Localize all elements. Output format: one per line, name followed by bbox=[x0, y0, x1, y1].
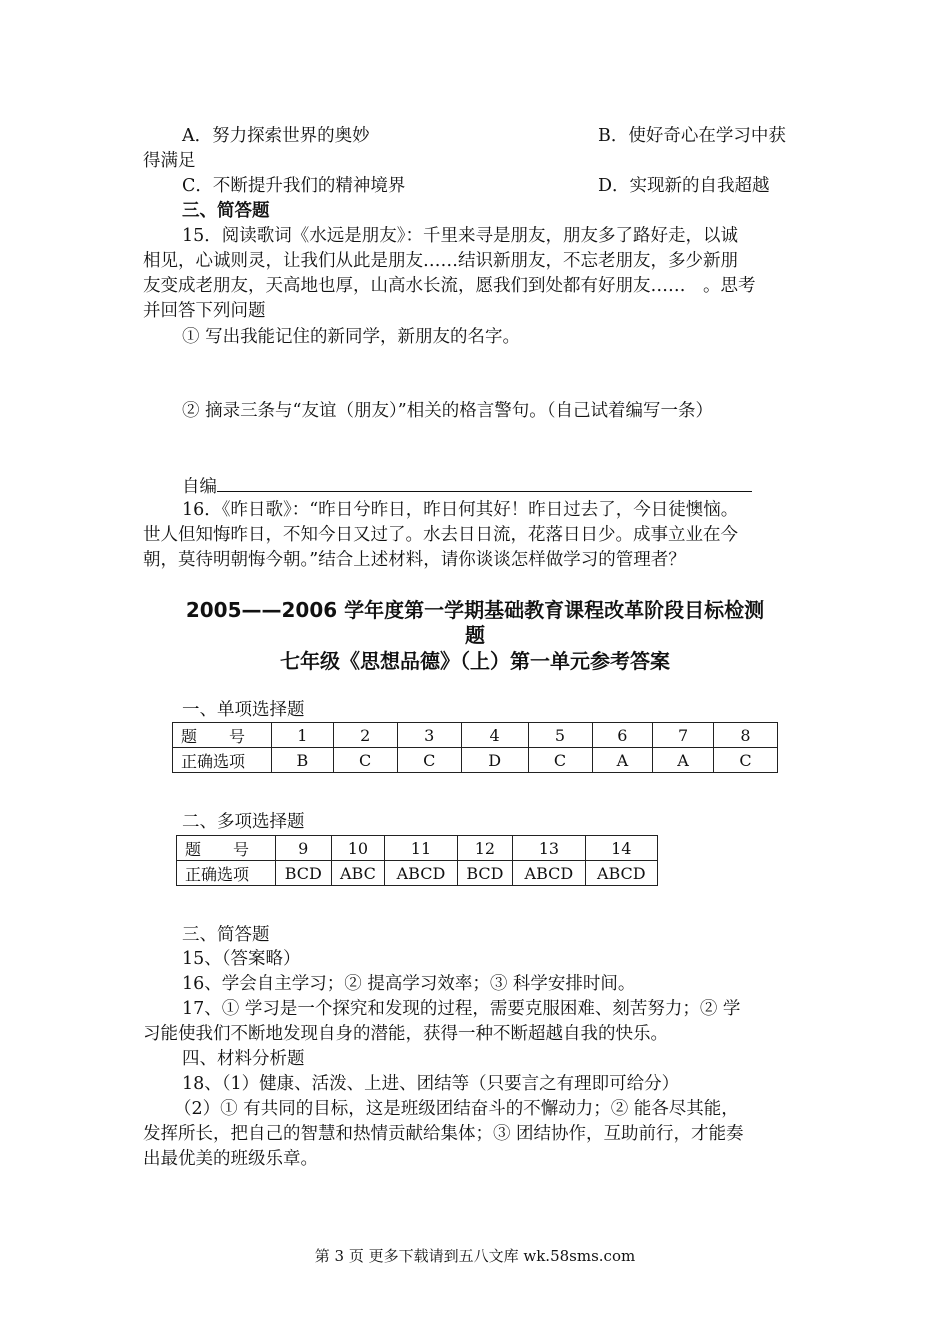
q16-line-1: 16．《昨日歌》：“昨日兮昨日，昨日何其好！昨日过去了，今日徒懊恼。 bbox=[182, 500, 739, 520]
section-3-title: 三、简答题 bbox=[182, 201, 270, 221]
table-cell: A bbox=[592, 748, 653, 773]
answer-15: 15、（答案略） bbox=[182, 949, 301, 969]
part-3-title: 三、简答题 bbox=[182, 925, 270, 945]
self-compose-answer-blank[interactable] bbox=[217, 473, 752, 492]
table-cell: ABCD bbox=[585, 861, 657, 886]
table-cell: 1 bbox=[272, 723, 334, 748]
q15-line-1: 15．阅读歌词《水远是朋友》：千里来寻是朋友，朋友多了路好走，以诚 bbox=[182, 226, 739, 246]
table-cell: ABCD bbox=[385, 861, 457, 886]
table-cell: 3 bbox=[397, 723, 461, 748]
table-answer-label: 正确选项 bbox=[177, 861, 276, 886]
self-compose-label: 自编 bbox=[182, 477, 217, 497]
table-cell: C bbox=[397, 748, 461, 773]
answer-18-part-1: 18、（1）健康、活泼、上进、团结等（只要言之有理即可给分） bbox=[182, 1074, 680, 1094]
table-cell: 12 bbox=[457, 836, 513, 861]
table-answer-label: 正确选项 bbox=[173, 748, 272, 773]
table-cell: ABCD bbox=[513, 861, 585, 886]
q15-line-3: 友变成老朋友，天高地也厚，山高水长流，愿我们到处都有好朋友…… 。思考 bbox=[143, 276, 756, 296]
part-4-title: 四、材料分析题 bbox=[182, 1049, 305, 1069]
table-cell: C bbox=[333, 748, 397, 773]
part-2-title: 二、多项选择题 bbox=[182, 812, 305, 832]
table-cell: C bbox=[528, 748, 592, 773]
table-cell: BCD bbox=[457, 861, 513, 886]
answer-heading-line-1: 2005——2006 学年度第一学期基础教育课程改革阶段目标检测 bbox=[185, 598, 765, 622]
answer-heading-line-3: 七年级《思想品德》（上）第一单元参考答案 bbox=[280, 649, 670, 673]
q16-line-2: 世人但知悔昨日，不知今日又过了。水去日日流，花落日日少。成事立业在今 bbox=[143, 525, 738, 545]
q14-option-a: A．努力探索世界的奥妙 bbox=[182, 126, 370, 146]
table-cell: B bbox=[272, 748, 334, 773]
answer-17-line-2: 习能使我们不断地发现自身的潜能，获得一种不断超越自我的快乐。 bbox=[143, 1024, 668, 1044]
q14-option-b: B．使好奇心在学习中获 bbox=[598, 126, 786, 146]
answer-16: 16、学会自主学习；② 提高学习效率；③ 科学安排时间。 bbox=[182, 974, 636, 994]
table-cell: 6 bbox=[592, 723, 653, 748]
table-cell: A bbox=[653, 748, 714, 773]
table-cell: 14 bbox=[585, 836, 657, 861]
multiple-choice-answer-table bbox=[176, 835, 658, 886]
q15-subquestion-1: ① 写出我能记住的新同学，新朋友的名字。 bbox=[182, 327, 521, 347]
table-cell: 2 bbox=[333, 723, 397, 748]
q15-subquestion-2: ② 摘录三条与“友谊（朋友）”相关的格言警句。（自己试着编写一条） bbox=[182, 401, 713, 421]
answer-17-line-1: 17、① 学习是一个探究和发现的过程，需要克服困难、刻苦努力；② 学 bbox=[182, 999, 741, 1019]
table-cell: 11 bbox=[385, 836, 457, 861]
part-1-title: 一、单项选择题 bbox=[182, 700, 305, 720]
table-cell: 9 bbox=[276, 836, 332, 861]
page-footer: 第 3 页 更多下载请到五八文库 wk.58sms.com bbox=[314, 1247, 636, 1265]
table-row bbox=[173, 723, 778, 748]
table-header-label: 题 号 bbox=[177, 836, 276, 861]
q15-line-2: 相见，心诚则灵，让我们从此是朋友……结识新朋友，不忘老朋友，多少新朋 bbox=[143, 251, 738, 271]
table-cell: 5 bbox=[528, 723, 592, 748]
answer-18-part-2-line-3: 出最优美的班级乐章。 bbox=[143, 1149, 318, 1169]
q14-option-b-continuation: 得满足 bbox=[143, 151, 196, 171]
table-cell: BCD bbox=[276, 861, 332, 886]
table-cell: 10 bbox=[331, 836, 385, 861]
table-cell: D bbox=[461, 748, 528, 773]
table-row bbox=[177, 861, 658, 886]
table-cell: 4 bbox=[461, 723, 528, 748]
table-row bbox=[177, 836, 658, 861]
q14-option-c: C．不断提升我们的精神境界 bbox=[182, 176, 406, 196]
table-cell: 7 bbox=[653, 723, 714, 748]
table-row bbox=[173, 748, 778, 773]
table-cell: 8 bbox=[713, 723, 777, 748]
table-cell: 13 bbox=[513, 836, 585, 861]
single-choice-answer-table bbox=[172, 722, 778, 773]
q14-option-d: D．实现新的自我超越 bbox=[598, 176, 770, 196]
q16-line-3: 朝，莫待明朝悔今朝。”结合上述材料，请你谈谈怎样做学习的管理者？ bbox=[143, 550, 686, 570]
answer-heading-line-2: 题 bbox=[465, 623, 485, 647]
answer-18-part-2-line-2: 发挥所长，把自己的智慧和热情贡献给集体；③ 团结协作，互助前行，才能奏 bbox=[143, 1124, 744, 1144]
answer-18-part-2-line-1: （2）① 有共同的目标，这是班级团结奋斗的不懈动力；② 能各尽其能， bbox=[174, 1099, 739, 1119]
table-cell: C bbox=[713, 748, 777, 773]
q15-line-4: 并回答下列问题 bbox=[143, 301, 266, 321]
table-header-label: 题 号 bbox=[173, 723, 272, 748]
self-compose-row bbox=[182, 473, 847, 499]
table-cell: ABC bbox=[331, 861, 385, 886]
